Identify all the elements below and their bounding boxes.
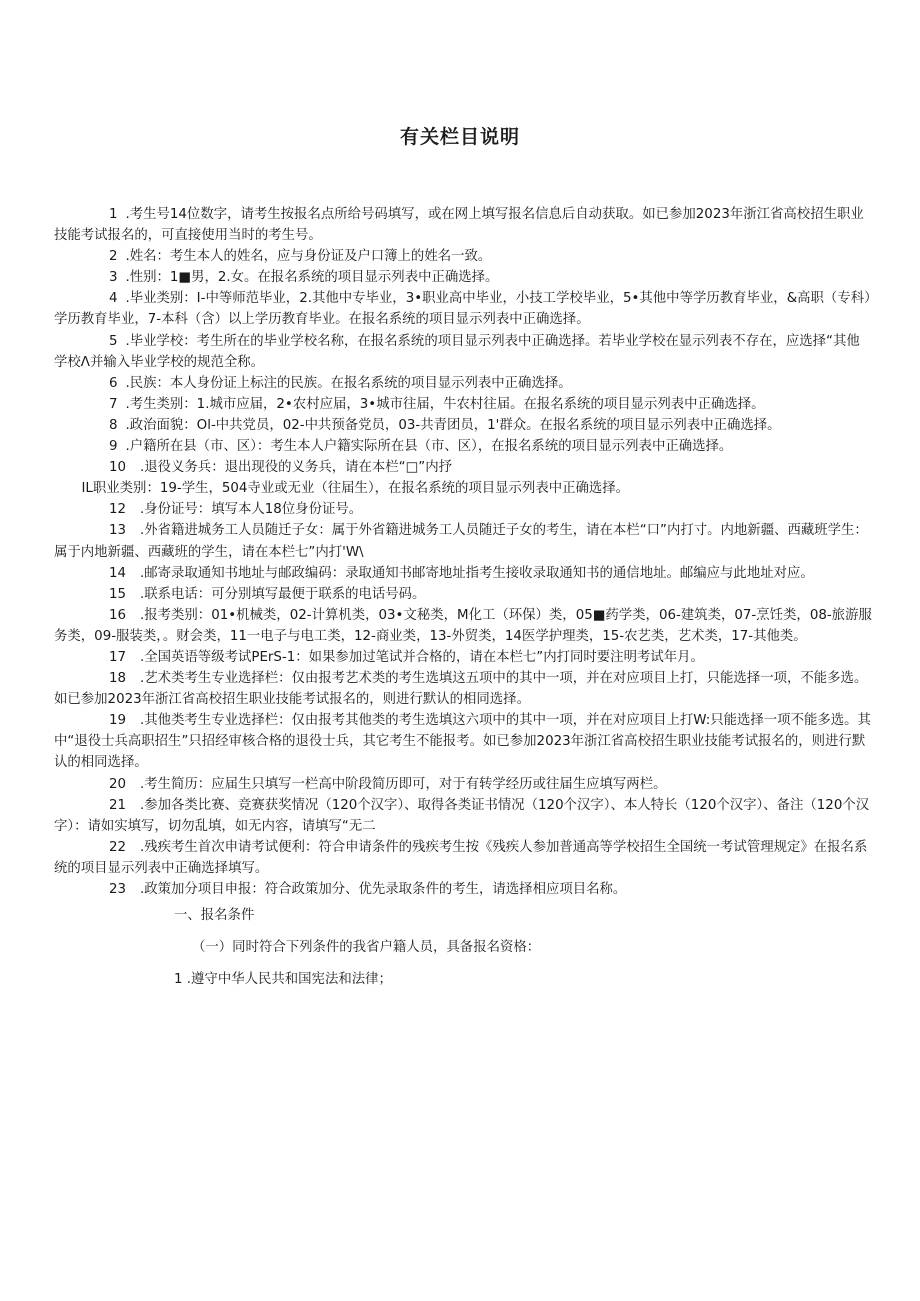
item-12 [54, 499, 872, 520]
item-2 [54, 246, 872, 267]
item-text: .参加各类比赛、竞赛获奖情况（120个汉字）、取得各类证书情况（120个汉字）、本人特长（120个汉字）、备注（120个汉字）：请如实填写，切勿乱填，如无内容，请填写“无二 [54, 797, 870, 834]
item-text: .考生简历：应届生只填写一栏高中阶段简历即可，对于有转学经历或往届生应填写两栏。 [139, 776, 667, 792]
item-number: 8 [108, 417, 118, 433]
item-number: 2 [108, 249, 118, 265]
item-text: .考生号14位数字，请考生按报名点所给号码填写，或在网上填写报名信息后自动获取。如已参加2023年浙江省高校招生职业技能考试报名的，可直接使用当时的考生号。 [54, 207, 864, 244]
condition-item-1: 1 .遵守中华人民共和国宪法和法律； [174, 972, 392, 988]
item-number: 12 [108, 502, 126, 518]
item-number: 13 [108, 523, 126, 539]
item-6 [54, 373, 872, 394]
item-text: .政治面貌：Ol-中共党员，02-中共预备党员，03-共青团员，1'群众。在报名系统的项目显示列表中正确选择。 [125, 417, 781, 433]
item-13 [54, 520, 872, 562]
item-text: .其他类考生专业选择栏：仅由报考其他类的考生选填这六项中的其中一项，并在对应项目上打W:只能选择一项不能多选。其中“退役士兵高职招生”只招经审核合格的退役士兵，其它考生不能报考。如已参加2023年浙江省高校招生职业技能考试报名的，则进行默认的相同选择。 [54, 713, 871, 771]
item-21 [54, 795, 872, 837]
item-number: 15 [108, 586, 126, 602]
item-5 [54, 331, 872, 373]
item-text: .报考类别：01•机械类，02-计算机类，03•文秘类，M化工（环保）类，05■药学类，06-建筑类，07-烹饪类，08-旅游服务类，09-服装类，。财会类，11一电子与电工类，12-商业类，13-外贸类，14医学护理类，15-农艺类，艺术类，17-其他类。 [54, 607, 872, 644]
item-22 [54, 837, 872, 879]
item-15 [54, 584, 872, 605]
item-text: .残疾考生首次申请考试便利：符合申请条件的残疾考生按《残疾人参加普通高等学校招生全国统一考试管理规定》在报名系统的项目显示列表中正确选择填写。 [54, 839, 868, 876]
item-text: .毕业类别：I-中等师范毕业，2.其他中专毕业，3•职业高中毕业，小技工学校毕业，5•其他中等学历教育毕业，&高职（专科）学历教育毕业，7-本科（含）以上学历教育毕业。在报名系统的项目显示列表中正确选择。 [54, 291, 871, 328]
item-number: 21 [108, 797, 126, 813]
item-text: .外省籍进城务工人员随迁子女：属于外省籍进城务工人员随迁子女的考生，请在本栏“口”内打寸。内地新疆、西藏班学生：属于内地新疆、西藏班的学生，请在本栏七”内打'W\ [54, 523, 868, 560]
item-16 [54, 605, 872, 647]
item-number: 9 [108, 439, 118, 455]
item-1 [54, 204, 872, 246]
item-text: .邮寄录取通知书地址与邮政编码：录取通知书邮寄地址指考生接收录取通知书的通信地址。邮编应与此地址对应。 [139, 565, 814, 581]
item-text: IL职业类别：19-学生，504寺业或无业（往届生），在报名系统的项目显示列表中正确选择。 [81, 481, 630, 497]
item-text: .户籍所在县（市、区）：考生本人户籍实际所在县（市、区），在报名系统的项目显示列表中正确选择。 [125, 439, 733, 455]
item-text: .身份证号：填写本人18位身份证号。 [139, 502, 363, 518]
item-10 [54, 457, 872, 478]
item-23 [54, 879, 872, 900]
section-heading: 一、报名条件 [174, 908, 255, 924]
item-number: 4 [108, 291, 118, 307]
document-body [54, 204, 872, 990]
item-number: 23 [108, 882, 126, 897]
item-number: 7 [108, 396, 118, 412]
item-text: .艺术类考生专业选择栏：仅由报考艺术类的考生选填这五项中的其中一项，并在对应项目上打，只能选择一项，不能多选。如已参加2023年浙江省高校招生职业技能考试报名的，则进行默认的相同选择。 [54, 671, 868, 708]
item-text: .考生类别：1.城市应届，2•农村应届，3•城市往届，牛农村往届。在报名系统的项目显示列表中正确选择。 [125, 396, 765, 412]
item-3 [54, 267, 872, 288]
item-text: .全国英语等级考试PErS-1：如果参加过笔试并合格的，请在本栏七”内打同时要注明考试年月。 [139, 649, 704, 665]
item-4 [54, 288, 872, 330]
item-20 [54, 774, 872, 795]
item-text: .毕业学校：考生所在的毕业学校名称，在报名系统的项目显示列表中正确选择。若毕业学校在显示列表不存在，应选择“其他学校Λ并输入毕业学校的规范全称。 [54, 333, 860, 370]
item-number: 3 [108, 270, 118, 286]
item-text: .姓名：考生本人的姓名，应与身份证及户口簿上的姓名一致。 [125, 249, 492, 265]
item-number: 16 [108, 607, 126, 623]
item-number: 19 [108, 713, 126, 729]
item-text: .退役义务兵：退出现役的义务兵，请在本栏“□”内抒 [139, 460, 452, 476]
item-8 [54, 415, 872, 436]
item-19 [54, 710, 872, 773]
item-7 [54, 394, 872, 415]
item-number: 1 [108, 207, 118, 222]
item-9 [54, 436, 872, 457]
item-17 [54, 647, 872, 668]
item-number: 10 [108, 460, 126, 476]
page-title: 有关栏目说明 [399, 126, 520, 148]
item-number: 5 [108, 333, 118, 349]
item-text: .政策加分项目申报：符合政策加分、优先录取条件的考生，请选择相应项目名称。 [139, 882, 627, 897]
item-number: 14 [108, 565, 126, 581]
item-number: 6 [108, 375, 118, 391]
item-number: 22 [108, 839, 126, 855]
item-il [54, 478, 872, 499]
item-number: 20 [108, 776, 126, 792]
item-text: .联系电话：可分别填写最便于联系的电话号码。 [139, 586, 426, 602]
item-text: .性别：1■男，2.女。在报名系统的项目显示列表中正确选择。 [125, 270, 499, 286]
sub-heading: （一）同时符合下列条件的我省户籍人员，具备报名资格： [192, 940, 541, 956]
item-18 [54, 668, 872, 710]
item-14 [54, 563, 872, 584]
item-text: .民族：本人身份证上标注的民族。在报名系统的项目显示列表中正确选择。 [125, 375, 572, 391]
item-number: 18 [108, 671, 126, 687]
item-number: 17 [108, 649, 126, 665]
